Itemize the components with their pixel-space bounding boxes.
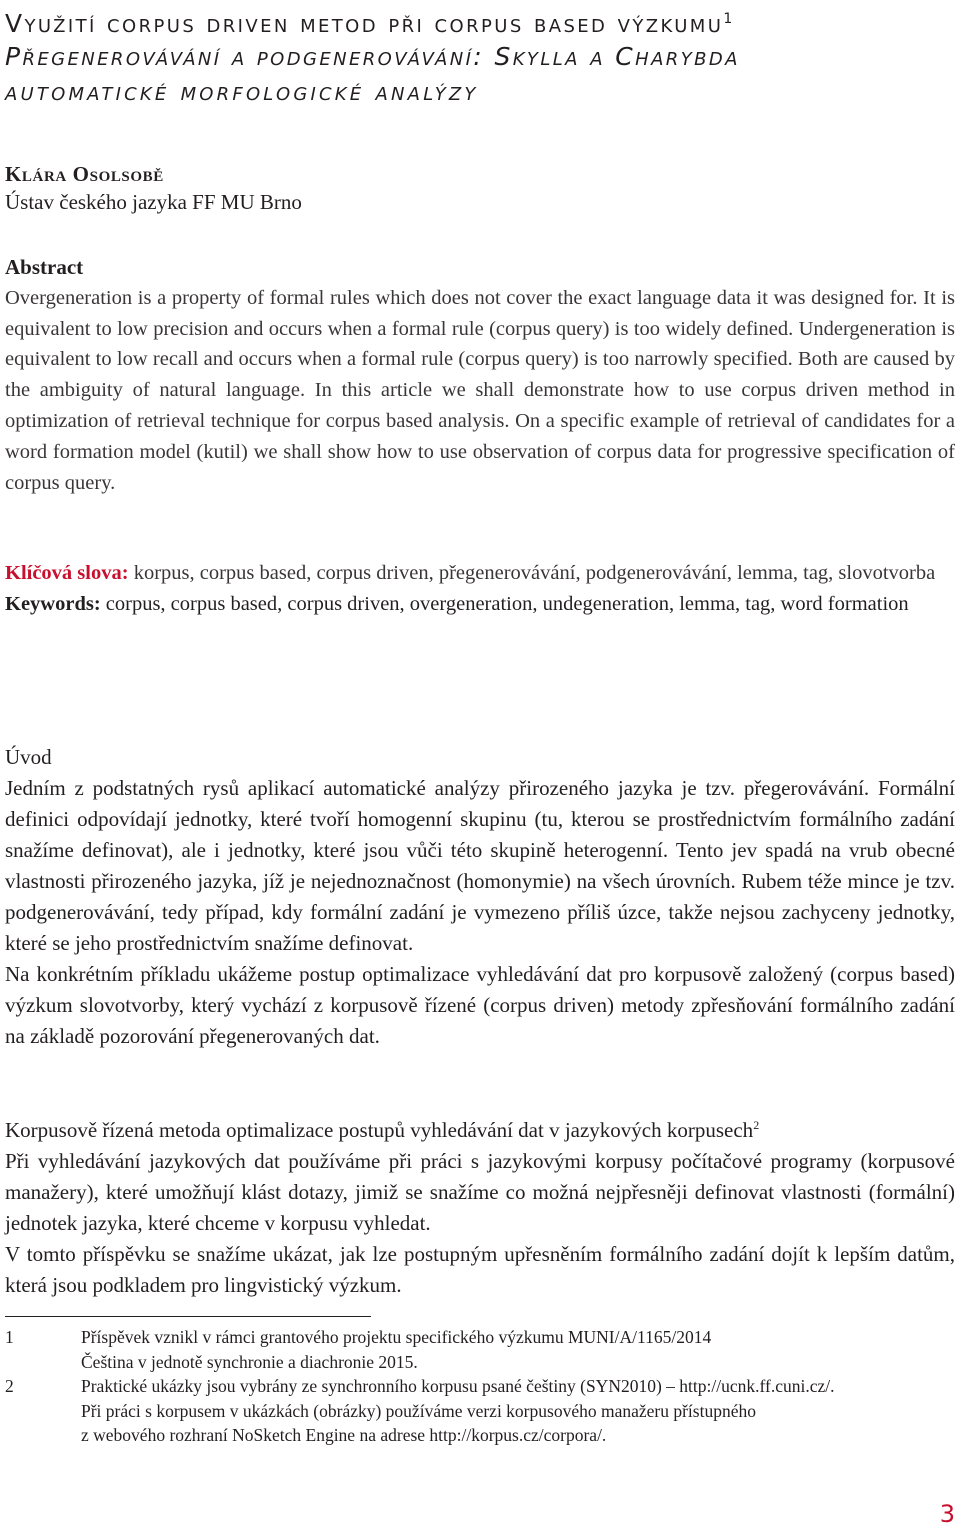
title-footnote-ref[interactable]: 1 — [723, 11, 733, 27]
footnote-line: Při práci s korpusem v ukázkách (obrázky) používáme verzi korpusového manažeru přístupného — [81, 1400, 756, 1421]
footnote-ref[interactable]: 2 — [753, 1118, 760, 1132]
subtitle-line-1: Přegenerovávání a podgenerovávání: Skylla a Charybda — [5, 42, 740, 71]
keywords-english — [5, 589, 955, 620]
section-heading: Úvod — [5, 745, 52, 769]
paragraph: Jedním z podstatných rysů aplikací automatické analýzy přirozeného jazyka je tzv. přegerovávání. Formální definici odpovídají jednotky, které tvoří homogenní skupinu (tu, kterou se prostřednictvím formálního zadání snažíme definovat), ale i jednotky, které jsou vůči této skupině heterogenní. Tento jev spadá na vrub obecné vlastnosti přirozeného jazyka, jíž je nejednoznačnost (homonymie) na všech úrovních. Rubem téže mince je tzv. podgenerovávání, tedy případ, kdy formální zadání je vymezeno příliš úzce, takže nejsou zachyceny jednotky, které se jeho prostřednictvím snažíme definovat. — [5, 776, 955, 955]
subtitle-line-2: automatické morfologické analýzy — [5, 77, 479, 106]
page-number: 3 — [939, 1500, 955, 1528]
section-heading-text: Korpusově řízená metoda optimalizace postupů vyhledávání dat v jazykových korpusech — [5, 1118, 754, 1142]
keywords-block — [5, 558, 955, 620]
abstract-heading: Abstract — [5, 255, 84, 279]
main-title — [5, 4, 955, 39]
section-heading — [5, 1110, 955, 1146]
keywords-czech — [5, 558, 955, 589]
footnote-line: Čeština v jednotě synchronie a diachronie 2015. — [81, 1351, 418, 1372]
author-affiliation: Ústav českého jazyka FF MU Brno — [5, 190, 302, 214]
keywords-czech-text: korpus, corpus based, corpus driven, přegenerovávání, podgenerovávání, lemma, tag, slovotvorba — [133, 562, 936, 584]
title-block — [5, 4, 955, 109]
footnote-line: Příspěvek vznikl v rámci grantového projektu specifického výzkumu MUNI/A/1165/2014 — [81, 1327, 712, 1347]
keywords-english-label: Keywords: — [5, 592, 101, 615]
section-introduction — [5, 742, 955, 1052]
footnote-divider — [5, 1316, 371, 1317]
footnote-line: z webového rozhraní NoSketch Engine na adrese http://korpus.cz/corpora/. — [81, 1425, 607, 1445]
author-name: Klára Osolsobě — [5, 162, 164, 186]
keywords-czech-label: Klíčová slova: — [5, 562, 129, 584]
main-title-text: Využití corpus driven metod při corpus based výzkumu — [5, 9, 724, 38]
footnote-number: 2 — [5, 1376, 14, 1396]
footnote-body — [81, 1325, 955, 1374]
abstract-text: Overgeneration is a property of formal rules which does not cover the exact language data it was designed for. It is equivalent to low precision and occurs when a formal rule (corpus query) is too widely defined. Undergeneration is equivalent to low recall and occurs when a formal rule (corpus query) is too narrowly specified. Both are caused by the ambiguity of natural language. In this article we shall demonstrate how to use corpus driven method in optimization of retrieval technique for corpus based analysis. On a specific example of retrieval of candidates for a word formation model (kutil) we shall show how to use observation of corpus data for progressive specification of corpus query. — [5, 286, 955, 494]
paragraph: Při vyhledávání jazykových dat používáme při práci s jazykovými korpusy počítačové programy (korpusové manažery), které umožňují klást dotazy, jimiž se snažíme co možná nejpřesněji definovat vlastnosti (formální) jednotek jazyka, které chceme v korpusu vyhledat. — [5, 1149, 955, 1235]
footnote-body — [81, 1374, 955, 1448]
abstract — [5, 252, 955, 498]
keywords-english-text: corpus, corpus based, corpus driven, overgeneration, undegeneration, lemma, tag, word formation — [105, 592, 909, 615]
section-method — [5, 1110, 955, 1301]
footnote-number: 1 — [5, 1327, 14, 1347]
footnote-line: Praktické ukázky jsou vybrány ze synchronního korpusu psané češtiny (SYN2010) – http://ucnk.ff.cuni.cz/. — [81, 1376, 835, 1396]
paragraph: Na konkrétním příkladu ukážeme postup optimalizace vyhledávání dat pro korpusově založený (corpus based) výzkum slovotvorby, který vychází z korpusově řízené (corpus driven) metody zpřesňování formálního zadání na základě pozorování přegenerovaných dat. — [5, 962, 955, 1048]
paragraph: V tomto příspěvku se snažíme ukázat, jak lze postupným upřesněním formálního zadání dojít k lepším datům, která jsou podkladem pro lingvistický výzkum. — [5, 1242, 955, 1297]
